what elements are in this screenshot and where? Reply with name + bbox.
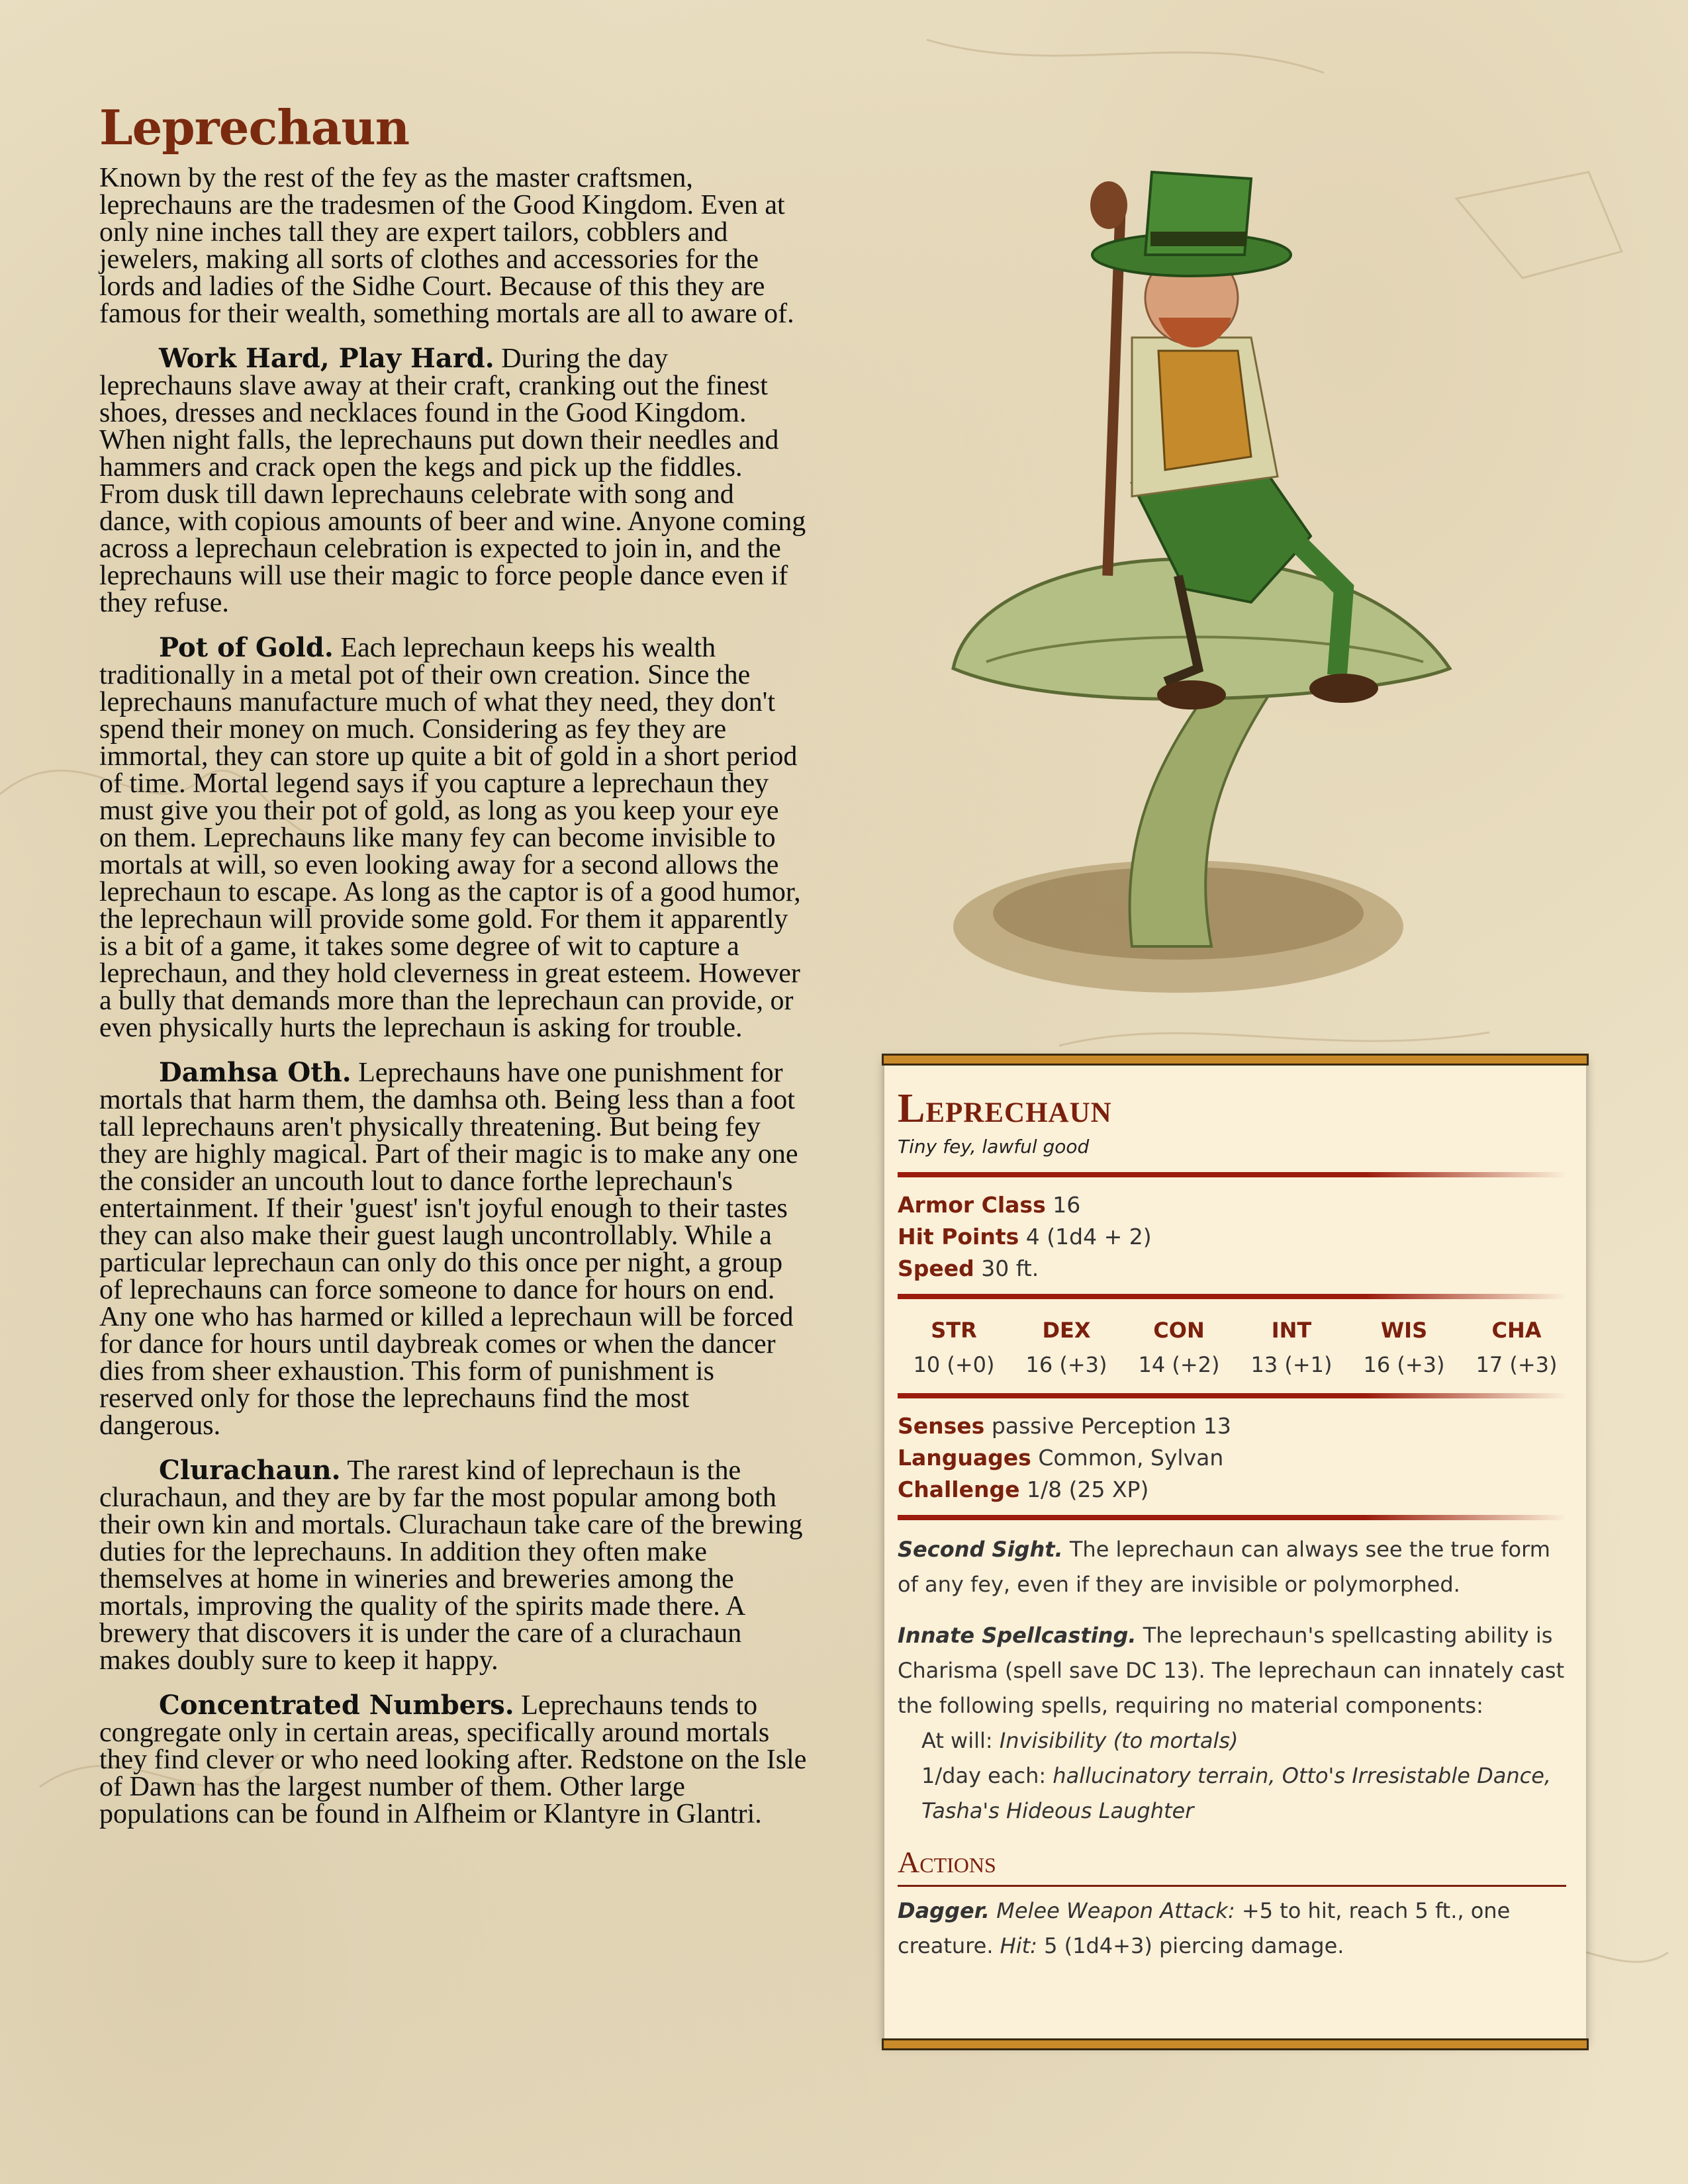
stat-block (884, 1059, 1586, 2045)
ability-value: 14 (+2) (1138, 1352, 1220, 1377)
ability-value: 13 (+1) (1250, 1352, 1333, 1377)
senses-value: passive Perception 13 (991, 1413, 1231, 1439)
ability-int (1235, 1318, 1348, 1377)
hit-label: Hit: (1000, 1933, 1037, 1958)
action-name: Dagger. (898, 1898, 990, 1923)
leprechaun-illustration (880, 165, 1476, 1026)
section-text: Each leprechaun keeps his wealth traditionally in a metal pot of their own creation. Since the leprechauns manufacture much of what they need, they don't spend their money on much. Considering as fey they are immortal, they can store up quite a bit of gold in a short period of time. Mortal legend says if you capture a leprechaun they must give you their pot of gold, as long as you keep your eye on them. Leprechauns like many fey can become invisible to mortals at will, so even looking away for a second allows the leprechaun to escape. As long as the captor is of a good humor, the leprechaun will provide some gold. For them it apparently is a bit of a game, it takes some degree of wit to capture a leprechaun, and they hold cleverness in great esteem. However a bully that demands more than the leprechaun can provide, or even physically hurts the leprechaun is asking for trouble. (99, 633, 801, 1043)
trait-innate-spellcasting (898, 1618, 1566, 1829)
ability-scores (898, 1311, 1566, 1384)
section-heading: Damhsa Oth. (159, 1057, 352, 1088)
ability-str (898, 1318, 1010, 1377)
section-heading: Work Hard, Play Hard. (159, 343, 494, 374)
spell-frequency: At will: (921, 1728, 993, 1753)
trait-name: Second Sight. (898, 1537, 1063, 1562)
stat-block-top-bar (882, 1054, 1589, 1066)
ability-wis (1348, 1318, 1460, 1377)
actions-heading: Actions (898, 1844, 1566, 1887)
hit-points-value: 4 (1d4 + 2) (1025, 1224, 1152, 1250)
trait-name: Innate Spellcasting. (898, 1623, 1137, 1648)
stat-block-bottom-bar (882, 2038, 1589, 2050)
speed (898, 1253, 1566, 1285)
challenge (898, 1474, 1566, 1506)
divider (898, 1393, 1566, 1398)
armor-class-value: 16 (1053, 1192, 1081, 1218)
section-heading: Concentrated Numbers. (159, 1690, 514, 1721)
section-text: The rarest kind of leprechaun is the clurachaun, and they are by far the most popular among both their own kin and mortals. Clurachaun take care of the brewing duties for the leprechauns. In addition they often make themselves at home in wineries and breweries among the mortals, improving the quality of the spirits made there. A brewery that discovers it is under the care of a clurachaun makes doubly sure to keep it happy. (99, 1455, 803, 1676)
ability-value: 16 (+3) (1363, 1352, 1445, 1377)
spell-line-at-will (898, 1723, 1566, 1758)
spell-line-per-day (898, 1758, 1566, 1829)
armor-class (898, 1189, 1566, 1221)
ability-cha (1460, 1318, 1573, 1377)
ability-value: 10 (+0) (913, 1352, 995, 1377)
speed-label: Speed (898, 1255, 974, 1281)
ability-name: INT (1271, 1318, 1312, 1343)
ability-name: CHA (1491, 1318, 1542, 1343)
section-text: During the day leprechauns slave away at their craft, cranking out the finest shoes, dresses and necklaces found in the Good Kingdom. When night falls, the leprechauns put down their needles and hammers and crack open the kegs and pick up the fiddles. From dusk till dawn leprechauns celebrate with song and dance, with copious amounts of beer and wine. Anyone coming across a leprechaun celebration is expected to join in, and the leprechauns will use their magic to force people dance even if they refuse. (99, 343, 806, 618)
section-text: Leprechauns have one punishment for mortals that harm them, the damhsa oth. Being less than a foot tall leprechauns aren't physically threatening. But being fey they are highly magical. Part of their magic is to make any one the consider an uncouth lout to dance forthe leprechaun's entertainment. If their 'guest' isn't joyful enough to their tastes they can also make their guest laugh uncontrollably. While a particular leprechaun can only do this once per night, a group of leprechauns can force someone to dance for hours on end. Any one who has harmed or killed a leprechaun will be forced for dance for hours until daybreak comes or when the dancer dies from sheer exhaustion. This form of punishment is reserved only for those the leprechauns find the most dangerous. (99, 1058, 798, 1441)
article-column (99, 99, 808, 1845)
section-text: Leprechauns tends to congregate only in certain areas, specifically around mortals they find clever or who need looking after. Redstone on the Isle of Dawn has the largest number of them. Other large populations can be found in Alfheim or Klantyre in Glantri. (99, 1690, 807, 1829)
challenge-label: Challenge (898, 1477, 1020, 1502)
languages-value: Common, Sylvan (1038, 1445, 1224, 1471)
ability-name: STR (931, 1318, 977, 1343)
trait-text: The leprechaun can always see the true form of any fey, even if they are invisible or polymorphed. (898, 1537, 1550, 1597)
action-dagger (898, 1893, 1566, 1964)
stat-block-content (898, 1087, 1566, 1979)
languages (898, 1442, 1566, 1474)
ability-name: DEX (1042, 1318, 1091, 1343)
speed-value: 30 ft. (981, 1255, 1039, 1281)
ability-con (1123, 1318, 1235, 1377)
hit-points (898, 1221, 1566, 1253)
intro-paragraph: Known by the rest of the fey as the master craftsmen, leprechauns are the tradesmen of the Good Kingdom. Even at only nine inches tall they are expert tailors, cobblers and jewelers, making all sorts of clothes and accessories for the lords and ladies of the Sidhe Court. Because of this they are famous for their wealth, something mortals are all to aware of. (99, 163, 794, 329)
creature-type: Tiny fey, lawful good (898, 1136, 1090, 1158)
section-work-hard (99, 345, 808, 617)
section-damhsa-oth (99, 1059, 808, 1439)
attack-details: +5 to hit, reach 5 ft., one creature. (898, 1898, 1511, 1958)
section-concentrated-numbers (99, 1692, 808, 1828)
divider (898, 1294, 1566, 1299)
challenge-value: 1/8 (25 XP) (1026, 1477, 1149, 1502)
senses-label: Senses (898, 1413, 985, 1439)
hit-points-label: Hit Points (898, 1224, 1019, 1250)
senses (898, 1410, 1566, 1442)
ability-value: 16 (+3) (1025, 1352, 1107, 1377)
page-title: Leprechaun (99, 99, 410, 156)
languages-label: Languages (898, 1445, 1031, 1471)
attack-type: Melee Weapon Attack: (996, 1898, 1235, 1923)
trait-text: The leprechaun's spellcasting ability is Charisma (spell save DC 13). The leprechaun can innately cast the following spells, requiring no material components: (898, 1623, 1565, 1718)
spell-list: Invisibility (to mortals) (999, 1728, 1239, 1753)
trait-second-sight (898, 1532, 1566, 1602)
hit-details: 5 (1d4+3) piercing damage. (1044, 1933, 1344, 1958)
ability-name: WIS (1380, 1318, 1428, 1343)
spell-list: hallucinatory terrain, Otto's Irresistable Dance, Tasha's Hideous Laughter (921, 1763, 1552, 1823)
section-heading: Clurachaun. (159, 1455, 341, 1486)
ability-dex (1010, 1318, 1123, 1377)
article-body (99, 165, 808, 1828)
armor-class-label: Armor Class (898, 1192, 1046, 1218)
section-pot-of-gold (99, 634, 808, 1042)
creature-name: Leprechaun (898, 1086, 1112, 1131)
divider (898, 1172, 1566, 1177)
ability-name: CON (1153, 1318, 1205, 1343)
section-heading: Pot of Gold. (159, 632, 334, 663)
ability-value: 17 (+3) (1476, 1352, 1558, 1377)
section-clurachaun (99, 1457, 808, 1674)
spell-frequency: 1/day each: (921, 1763, 1047, 1788)
divider (898, 1515, 1566, 1520)
